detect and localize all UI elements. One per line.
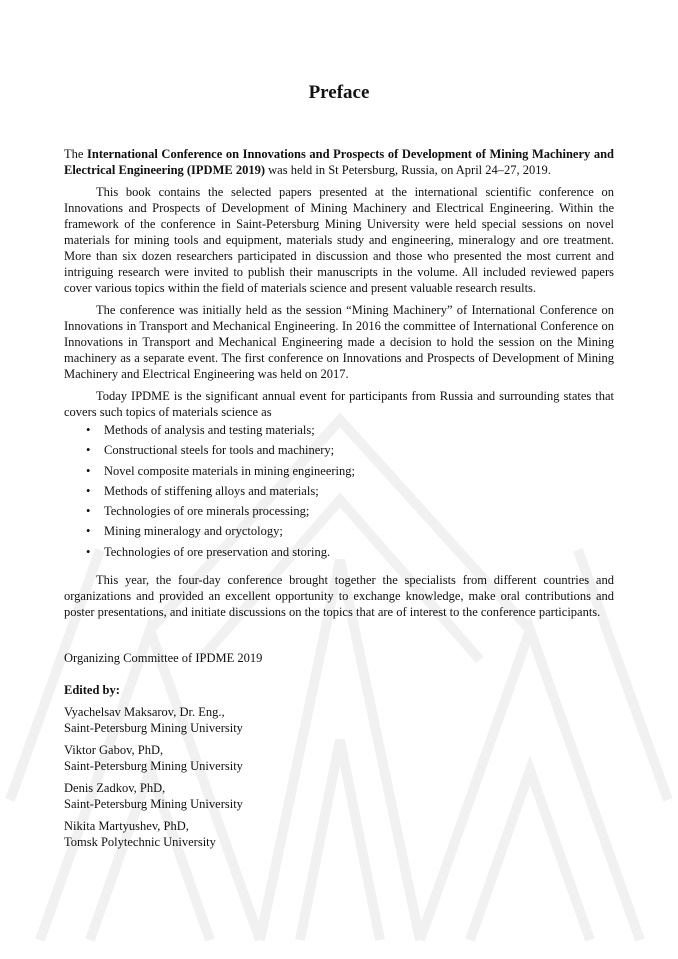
conference-name: International Conference on Innovations and Prospects of Development of Mining Machinery and Electrical Engineering (IPDME 2019) [64, 147, 614, 177]
page-title: Preface [308, 82, 370, 103]
paragraph-book-contents: This book contains the selected papers presented at the international scientific conference on Innovations and Prospects of Development of Mining Machinery and Electrical Engineering. Within the framework of the conference in Saint-Petersburg Mining University were held special sessions on novel materials for mining tools and equipment, materials study and engineering, mineralogy and ore treatment. More than six dozen researchers participated in discussion and those who presented the most current and intriguing research were invited to publish their manuscripts in the volume. All included reviewed papers cover various topics within the field of materials science and present valuable research results. [64, 185, 614, 295]
list-item: • Constructional steels for tools and machinery; [86, 443, 335, 458]
bullet-icon: • [86, 423, 91, 437]
editor-name: Nikita Martyushev, PhD, [64, 818, 189, 833]
bullet-icon: • [86, 524, 91, 539]
closing-paragraph: This year, the four-day conference brought together the specialists from different countries and organizations and provided an excellent opportunity to exchange knowledge, make oral contributions and poster presentations, and initiate discussions on the topics that are of interest to the conference participants. [64, 572, 614, 619]
list-item: • Methods of analysis and testing materials; [86, 423, 315, 437]
bullet-icon: • [86, 483, 91, 498]
editor-affiliation: Saint-Petersburg Mining University [64, 720, 243, 735]
topics-list [64, 422, 614, 560]
bullet-icon: • [86, 463, 91, 478]
editor-affiliation: Saint-Petersburg Mining University [64, 758, 243, 773]
editor-entry [64, 780, 614, 812]
bullet-icon: • [86, 443, 91, 458]
editor-entry [64, 704, 614, 736]
bullet-icon: • [86, 544, 91, 559]
edited-by-label: Edited by: [64, 682, 120, 697]
organizing-committee: Organizing Committee of IPDME 2019 [64, 650, 263, 665]
list-item: • Novel composite materials in mining engineering; [86, 463, 355, 478]
intro-paragraph: The International Conference on Innovations and Prospects of Development of Mining Machinery and Electrical Engineering (IPDME 2019) was held in St Petersburg, Russia, on April 24–27, 2019. [64, 147, 614, 177]
editor-name: Denis Zadkov, PhD, [64, 780, 166, 795]
list-item: • Technologies of ore preservation and storing. [86, 544, 331, 559]
paragraph-topics-intro: Today IPDME is the significant annual event for participants from Russia and surrounding states that covers such topics of materials science as [64, 389, 614, 419]
list-item: • Technologies of ore minerals processing; [86, 504, 310, 519]
list-item: • Methods of stiffening alloys and materials; [86, 483, 319, 498]
editor-affiliation: Saint-Petersburg Mining University [64, 796, 243, 811]
list-item: • Mining mineralogy and oryctology; [86, 524, 283, 539]
document-content [64, 82, 614, 856]
editor-entry [64, 818, 614, 850]
paragraph-conference-history: The conference was initially held as the session “Mining Machinery” of International Conference on Innovations in Transport and Mechanical Engineering. In 2016 the committee of International Conference on Innovations in Transport and Mechanical Engineering made a decision to hold the session on the Mining machinery as a separate event. The first conference on Innovations and Prospects of Development of Mining Machinery and Electrical Engineering was held on 2017. [64, 303, 614, 381]
bullet-icon: • [86, 504, 91, 519]
editor-affiliation: Tomsk Polytechnic University [64, 834, 216, 849]
editor-name: Vyachelsav Maksarov, Dr. Eng., [64, 704, 225, 719]
editor-entry [64, 742, 614, 774]
editor-name: Viktor Gabov, PhD, [64, 742, 164, 757]
